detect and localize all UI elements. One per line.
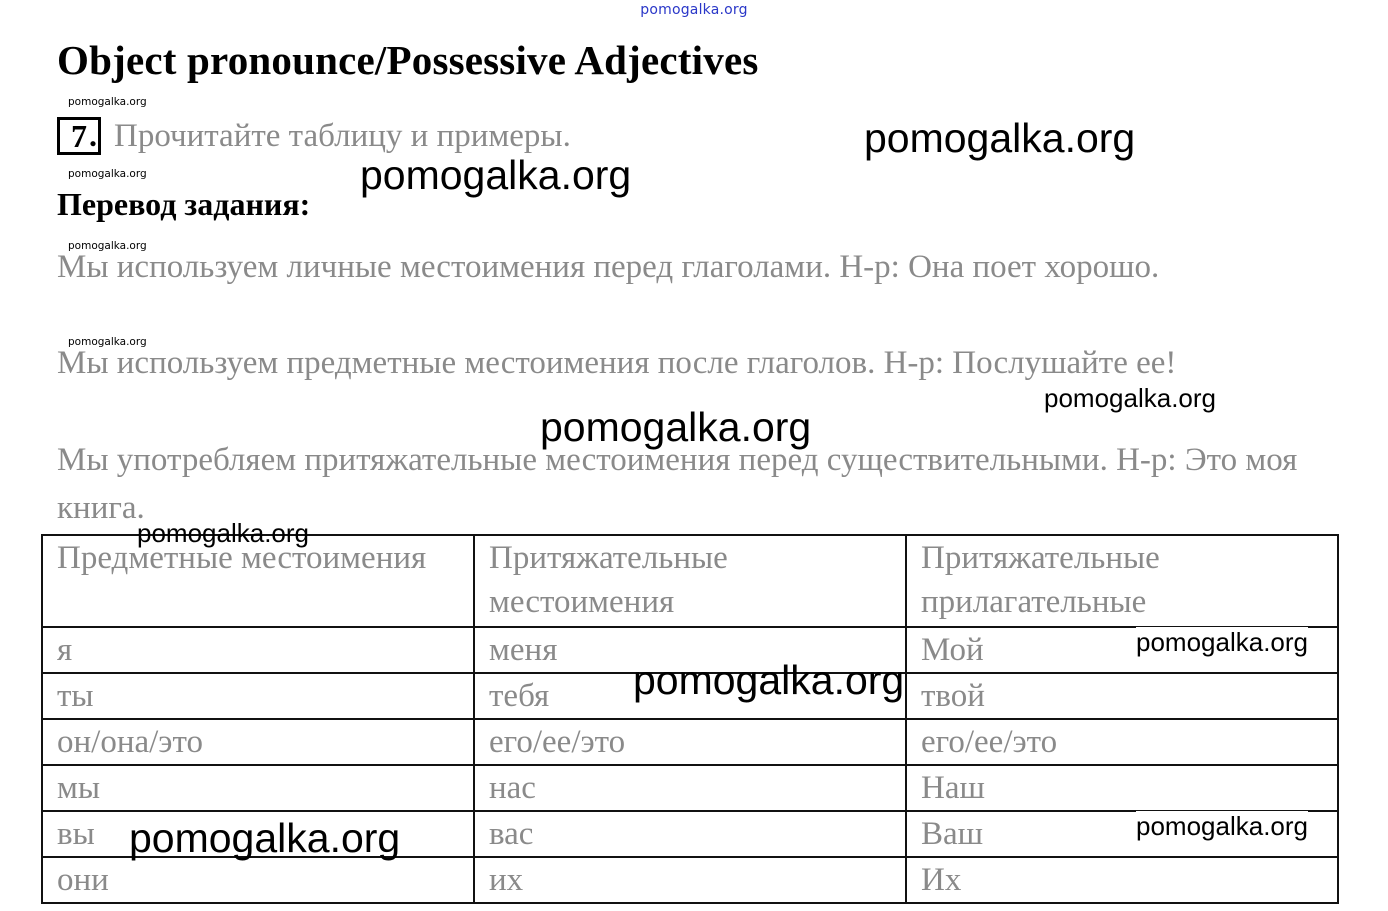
task-number-box: 7 xyxy=(57,117,101,155)
table-row xyxy=(42,857,1338,903)
watermark-large: pomogalka.org xyxy=(864,115,1136,161)
page-title: Object pronounce/Possessive Adjectives xyxy=(57,37,759,83)
table-cell: Мой xyxy=(906,627,1338,673)
watermark-large: pomogalka.org xyxy=(129,815,401,861)
table-cell: ты xyxy=(42,673,474,719)
table-header-cell: Притяжательные местоимения xyxy=(474,535,906,627)
watermark-medium: pomogalka.org xyxy=(1044,383,1216,413)
table-header-cell: Предметные местоимения xyxy=(42,535,474,627)
table-cell: его/ее/это xyxy=(906,719,1338,765)
paragraph-3: Мы употребляем притяжательные местоимения перед существительными. Н-р: Это моя книга. xyxy=(57,442,1298,526)
table-cell: он/она/это xyxy=(42,719,474,765)
table-cell: вы xyxy=(42,811,474,857)
translation-heading: Перевод задания: xyxy=(57,186,311,222)
table-cell: тебя xyxy=(474,673,906,719)
table-row xyxy=(42,719,1338,765)
task-number-dot: . xyxy=(89,117,97,153)
table-cell: их xyxy=(474,857,906,903)
table-cell: мы xyxy=(42,765,474,811)
paragraph-1: Мы используем личные местоимения перед глаголами. Н-р: Она поет хорошо. xyxy=(57,249,1160,285)
table-cell: меня xyxy=(474,627,906,673)
table-cell: Наш xyxy=(906,765,1338,811)
task-instruction: Прочитайте таблицу и примеры. xyxy=(114,118,571,154)
table-cell: его/ее/это xyxy=(474,719,906,765)
table-cell: они xyxy=(42,857,474,903)
paragraph-2: Мы используем предметные местоимения после глаголов. Н-р: Послушайте ее! xyxy=(57,345,1177,381)
watermark-large: pomogalka.org xyxy=(540,404,812,450)
watermark-large: pomogalka.org xyxy=(633,657,905,703)
table-row xyxy=(42,765,1338,811)
table-cell: вас xyxy=(474,811,906,857)
table-cell: я xyxy=(42,627,474,673)
watermark-medium: pomogalka.org xyxy=(137,518,309,548)
watermark-top: pomogalka.org xyxy=(640,2,748,18)
table-cell: Их xyxy=(906,857,1338,903)
watermark-small: pomogalka.org xyxy=(68,240,147,252)
watermark-small: pomogalka.org xyxy=(68,96,147,108)
table-header-cell: Притяжательные прилагательные xyxy=(906,535,1338,627)
table-cell: твой xyxy=(906,673,1338,719)
watermark-medium: pomogalka.org xyxy=(1136,627,1308,657)
watermark-medium: pomogalka.org xyxy=(1136,811,1308,841)
watermark-small: pomogalka.org xyxy=(68,168,147,180)
watermark-large: pomogalka.org xyxy=(360,152,632,198)
table-cell: нас xyxy=(474,765,906,811)
watermark-small: pomogalka.org xyxy=(68,336,147,348)
table-cell: Ваш xyxy=(906,811,1338,857)
